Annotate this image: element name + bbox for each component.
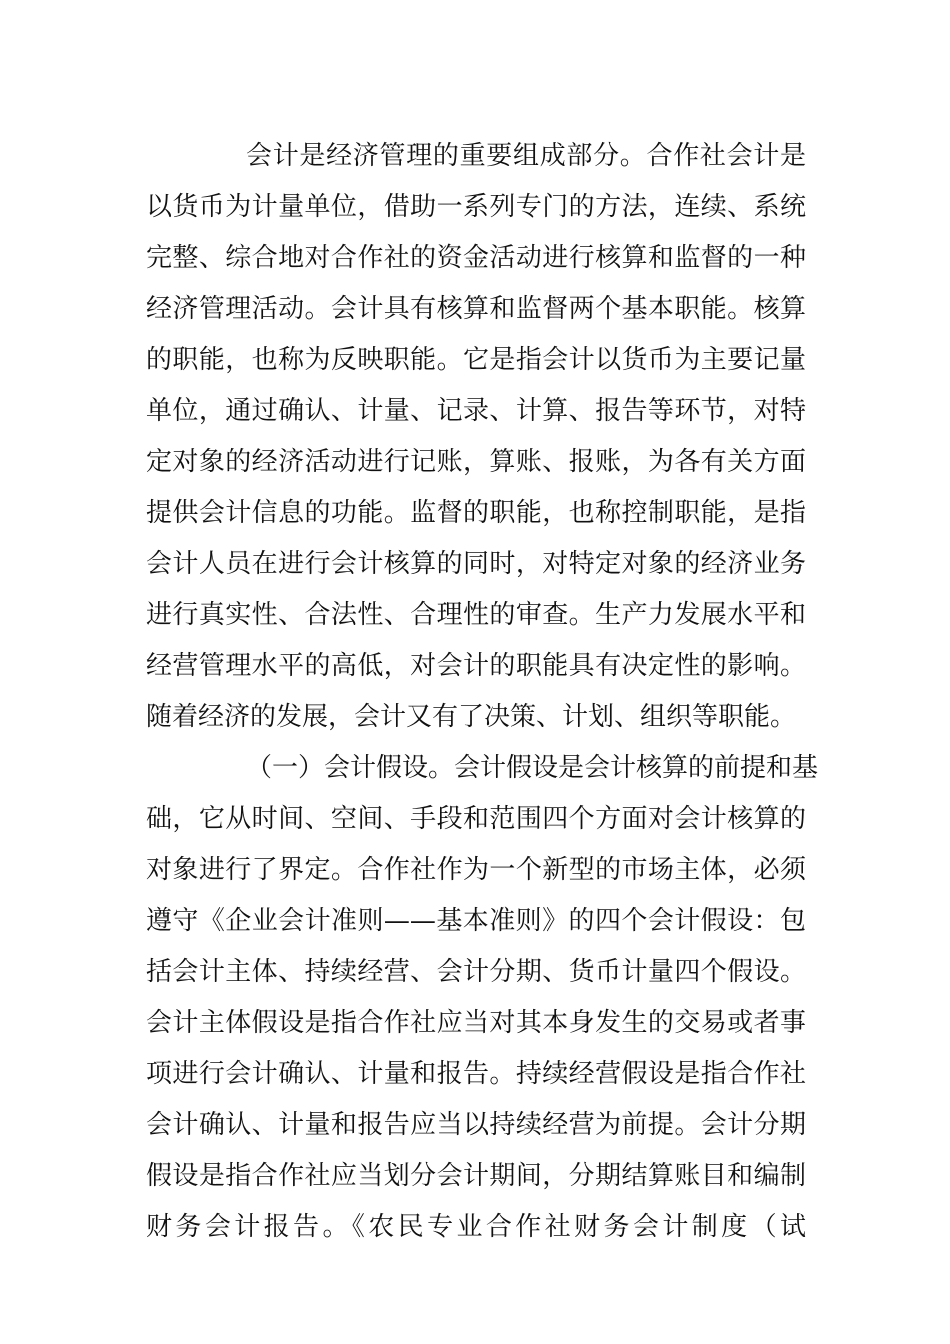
text-line: （一）会计假设。会计假设是会计核算的前提和基 xyxy=(246,753,819,783)
text-line: 础，它从时间、空间、手段和范围四个方面对会计核算的 xyxy=(146,804,806,834)
text-line: 会计是经济管理的重要组成部分。合作社会计是 xyxy=(246,141,806,171)
text-line: 对象进行了界定。合作社作为一个新型的市场主体，必须 xyxy=(146,855,806,885)
text-line: 会计确认、计量和报告应当以持续经营为前提。会计分期 xyxy=(146,1110,806,1140)
text-line: 财务会计报告。《农民专业合作社财务会计制度（试 xyxy=(146,1212,806,1242)
text-line: 完整、综合地对合作社的资金活动进行核算和监督的一种 xyxy=(146,243,806,273)
text-line: 的职能，也称为反映职能。它是指会计以货币为主要记量 xyxy=(146,345,806,375)
text-line: 会计人员在进行会计核算的同时，对特定对象的经济业务 xyxy=(146,549,806,579)
text-line: 进行真实性、合法性、合理性的审查。生产力发展水平和 xyxy=(146,600,806,630)
text-line: 以货币为计量单位，借助一系列专门的方法，连续、系统 xyxy=(146,192,806,222)
paragraph-accounting-functions xyxy=(146,131,806,743)
text-line: 单位，通过确认、计量、记录、计算、报告等环节，对特 xyxy=(146,396,806,426)
text-line: 括会计主体、持续经营、会计分期、货币计量四个假设。 xyxy=(146,957,806,987)
text-line: 定对象的经济活动进行记账，算账、报账，为各有关方面 xyxy=(146,447,806,477)
text-line: 遵守《企业会计准则——基本准则》的四个会计假设：包 xyxy=(146,906,806,936)
text-line: 经济管理活动。会计具有核算和监督两个基本职能。核算 xyxy=(146,294,806,324)
paragraph-accounting-assumptions xyxy=(146,743,819,1253)
text-line: 经营管理水平的高低，对会计的职能具有决定性的影响。 xyxy=(146,651,806,681)
text-line: 随着经济的发展，会计又有了决策、计划、组织等职能。 xyxy=(146,702,797,732)
text-line: 提供会计信息的功能。监督的职能，也称控制职能，是指 xyxy=(146,498,806,528)
text-line: 项进行会计确认、计量和报告。持续经营假设是指合作社 xyxy=(146,1059,806,1089)
document-body xyxy=(146,131,819,1253)
text-line: 会计主体假设是指合作社应当对其本身发生的交易或者事 xyxy=(146,1008,806,1038)
text-line: 假设是指合作社应当划分会计期间，分期结算账目和编制 xyxy=(146,1161,806,1191)
